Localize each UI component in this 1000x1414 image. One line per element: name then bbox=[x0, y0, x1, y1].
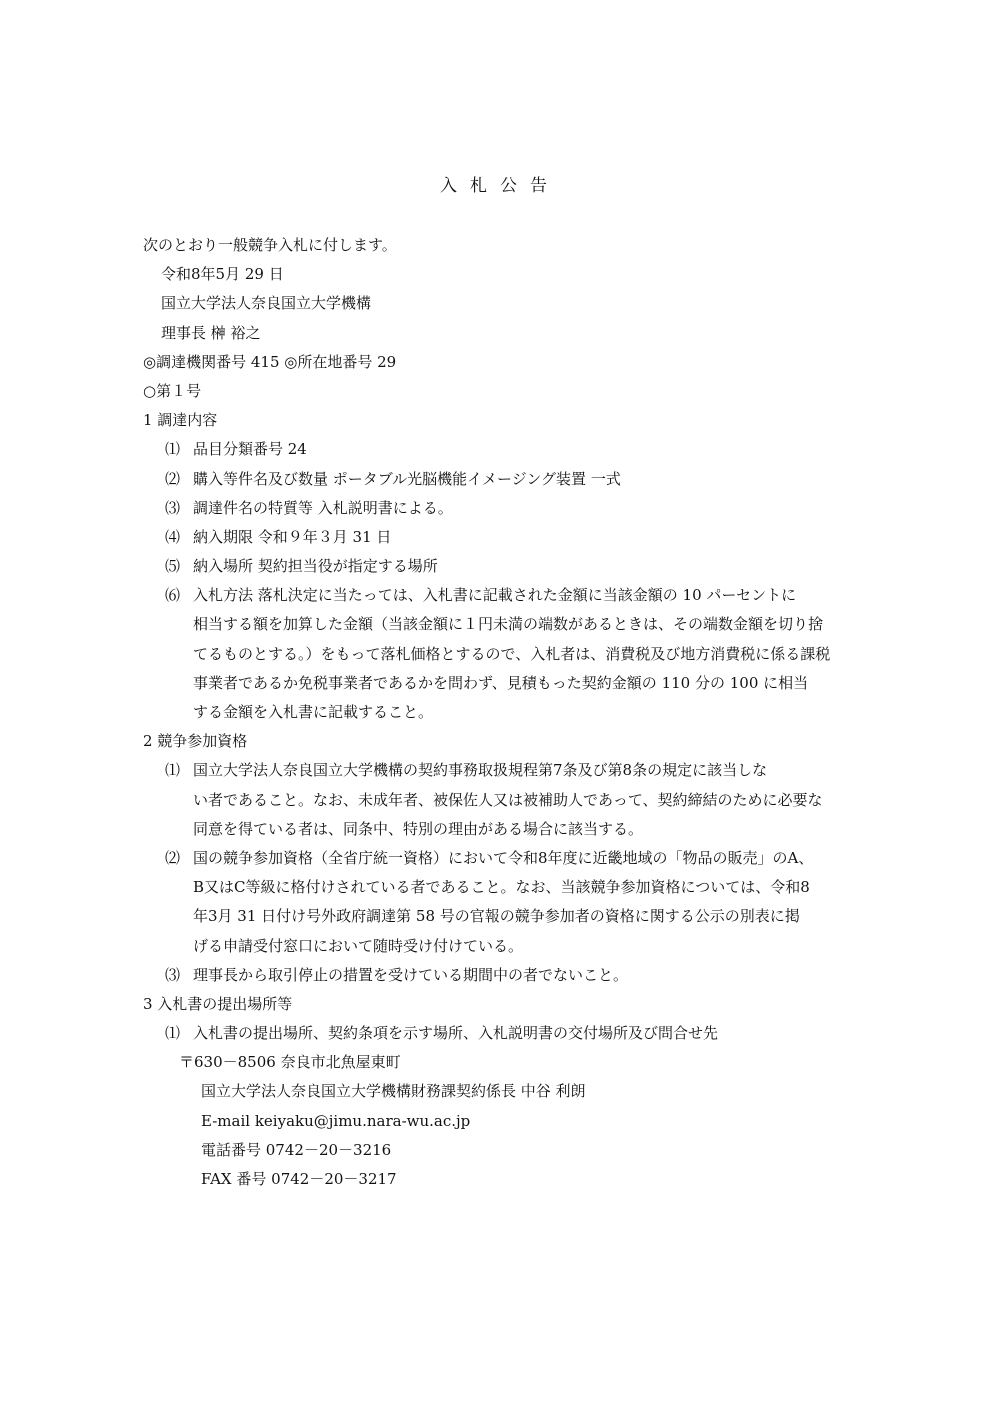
item-continuation: 事業者であるか免税事業者であるかを問わず、見積もった契約金額の 110 分の 100 に相当 bbox=[193, 673, 809, 692]
organization-name: 国立大学法人奈良国立大学機構 bbox=[161, 294, 372, 313]
item-continuation: する金額を入札書に記載すること。 bbox=[193, 703, 434, 721]
list-item bbox=[143, 844, 883, 873]
item-number: ⑸ bbox=[165, 557, 181, 576]
postal-address: 〒630－8506 奈良市北魚屋東町 bbox=[179, 1053, 401, 1072]
official-name: 理事長 榊 裕之 bbox=[161, 323, 261, 342]
notice-number: ○第１号 bbox=[143, 381, 202, 400]
contact-fax: FAX 番号 0742－20－3217 bbox=[201, 1170, 397, 1188]
document-title: 入札公告 bbox=[440, 176, 560, 196]
item-number: ⑷ bbox=[165, 527, 181, 546]
item-continuation: てるものとする。）をもって落札価格とするので、入札者は、消費税及び地方消費税に係る課税 bbox=[193, 644, 831, 663]
intro-text: 次のとおり一般競争入札に付します。 bbox=[143, 236, 397, 254]
contact-person: 国立大学法人奈良国立大学機構財務課契約係長 中谷 利朗 bbox=[201, 1082, 586, 1101]
list-item bbox=[143, 523, 883, 552]
section-heading: 1 調達内容 bbox=[143, 411, 218, 430]
section-heading: 2 競争参加資格 bbox=[143, 732, 248, 751]
item-number: ⑴ bbox=[165, 1024, 181, 1043]
notice-date: 令和8年5月 29 日 bbox=[161, 265, 284, 284]
item-text: 品目分類番号 24 bbox=[193, 440, 307, 459]
item-number: ⑶ bbox=[165, 965, 181, 984]
list-item bbox=[143, 552, 883, 581]
item-continuation: B又はC等級に格付けされている者であること。なお、当該競争参加資格については、令和8 bbox=[193, 878, 810, 897]
item-number: ⑴ bbox=[165, 440, 181, 459]
item-number: ⑶ bbox=[165, 498, 181, 517]
item-number: ⑴ bbox=[165, 761, 181, 780]
list-item bbox=[143, 581, 883, 610]
list-item bbox=[143, 435, 883, 464]
item-text: 国立大学法人奈良国立大学機構の契約事務取扱規程第7条及び第8条の規定に該当しな bbox=[193, 761, 768, 780]
document-body bbox=[143, 231, 883, 1194]
list-item bbox=[143, 756, 883, 785]
item-continuation: げる申請受付窓口において随時受け付けている。 bbox=[193, 936, 524, 955]
item-text: 国の競争参加資格（全省庁統一資格）において令和8年度に近畿地域の「物品の販売」のA、 bbox=[193, 848, 814, 867]
item-continuation: い者であること。なお、未成年者、被保佐人又は被補助人であって、契約締結のために必要な bbox=[193, 790, 823, 809]
item-text: 理事長から取引停止の措置を受けている期間中の者でないこと。 bbox=[193, 965, 629, 984]
item-number: ⑵ bbox=[165, 469, 181, 488]
item-text: 調達件名の特質等 入札説明書による。 bbox=[193, 498, 453, 517]
list-item bbox=[143, 494, 883, 523]
contact-email: E-mail keiyaku@jimu.nara-wu.ac.jp bbox=[201, 1111, 471, 1130]
item-text: 購入等件名及び数量 ポータブル光脳機能イメージング装置 一式 bbox=[193, 469, 621, 488]
item-text: 入札書の提出場所、契約条項を示す場所、入札説明書の交付場所及び問合せ先 bbox=[193, 1024, 719, 1043]
item-continuation: 相当する額を加算した金額（当該金額に１円未満の端数があるときは、その端数金額を切り捨 bbox=[193, 615, 824, 634]
item-continuation: 同意を得ている者は、同条中、特別の理由がある場合に該当する。 bbox=[193, 819, 644, 838]
item-number: ⑵ bbox=[165, 848, 181, 867]
contact-phone: 電話番号 0742－20－3216 bbox=[201, 1140, 392, 1159]
section-heading: 3 入札書の提出場所等 bbox=[143, 994, 293, 1013]
item-number: ⑹ bbox=[165, 586, 181, 605]
item-text: 納入期限 令和９年３月 31 日 bbox=[193, 527, 392, 546]
agency-codes: ◎調達機関番号 415 ◎所在地番号 29 bbox=[143, 352, 397, 371]
item-continuation: 年3月 31 日付け号外政府調達第 58 号の官報の競争参加者の資格に関する公示の別表に掲 bbox=[193, 907, 800, 926]
item-text: 入札方法 落札決定に当たっては、入札書に記載された金額に当該金額の 10 パーセントに bbox=[193, 586, 797, 605]
list-item bbox=[143, 465, 883, 494]
list-item bbox=[143, 961, 883, 990]
list-item bbox=[143, 1019, 883, 1048]
item-text: 納入場所 契約担当役が指定する場所 bbox=[193, 557, 438, 576]
